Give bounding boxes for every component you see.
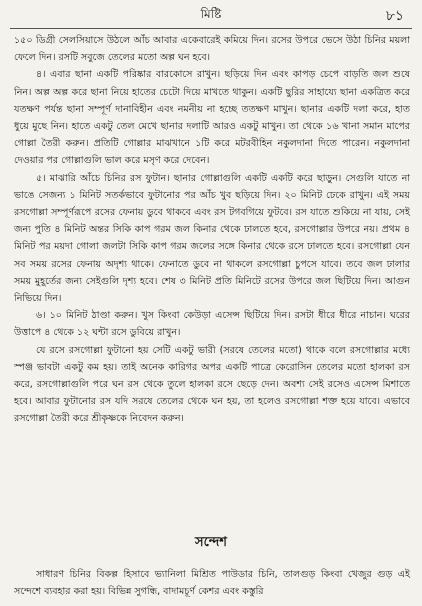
paragraph-syrup-finish: ১৫০ ডিগ্রী সেলসিয়াসে উঠলে আঁচ আবার একেবারেই কমিয়ে দিন। রসের উপরে ভেসে উঠা চিনির ময়লা ফেলে দিন। রসটি সবুজে তেলের মতো অল্প ঘন হবে। <box>14 35 410 64</box>
recipe-body <box>14 32 410 428</box>
page-number: ৮১ <box>385 8 404 24</box>
section-title: সন্দেশ <box>195 535 227 550</box>
paragraph-note: যে রসে রসগোল্লা ফুটানো হয় সেটি একটু ভারী (সরষে তেলের মতো) থাকে বলে রসগোল্লার মধ্যে স্পঞ্জ ভাবটা একটু কম হয়। তাই অনেক কারিগর অপর একটি পাত্রে কেরোসিন তেলের মতো হালকা রস করে, রসগোল্লাগুলি পরে ঘন রস থেকে তুলে হালকা রসে ছেড়ে দেন। অবশ্য সেই রসেও এসেন্স মিশাতে হবে। আবার ফুটানোর রস যদি সরষে তেলের থেকে ঘন হয়, তা হলেও রসগোল্লা শক্ত হয়ে যাবে। এভাবে রসগোল্লা তৈরী করে শ্রীকৃষ্ণকে নিবেদন করুন। <box>14 344 410 425</box>
paragraph-step-4: ৪। এবার ছানা একটি পরিষ্কার বারকোসে রাখুন। ছড়িয়ে দিন এবং কাপড় চেপে বাড়তি জল শুষে নিন। অল্প অল্প করে ছানা নিয়ে হাতের চেটো দিয়ে মাখতে থাকুন। একটি ছুরির সাহায্যে ছানা একত্রিত করে যতক্ষণ পর্যন্ত ছানা সম্পূর্ণ দানাবিহীন এবং নমনীয় না হচ্ছে ততক্ষণ মাখুন। ছানার একটি দলা করে, হাত ধুয়ে মুছে নিন। হাতে একটু তেল মেখে ছানার দলাটি আরও একটু মাখুন। তা থেকে ১৬ খানা সমান মাপের গোল্লা তৈরী করুন। প্রতিটি গোল্লার মাঝখানে ১টি করে মটরবীহিন নকুলদানা দিতে পারেন। নকুলদানা দেওয়ার পর গোল্লাগুলি ভাল করে মসৃণ করে দেবেন। <box>14 69 410 167</box>
running-title: মিষ্টি <box>200 7 222 21</box>
page-header <box>0 4 422 26</box>
section-intro: সাধারণ চিনির বিকল্প হিসাবে ভ্যানিলা মিশ্রিত পাউডার চিনি, তালগুড় কিংবা খেজুর গুড় এই সন্দেশে ব্যবহার করা হয়। বিভিন্ন সুগন্ধি, বাদামচূর্ণ কেশর এবং কস্তুরি <box>14 568 410 597</box>
paragraph-step-6: ৬। ১০ মিনিট ঠাণ্ডা করুন। খুস কিংবা কেউড়া এসেন্স ছিটিয়ে দিন। রসটা ধীরে ধীরে নাচান। ঘরের উত্তাপে ৪ থেকে ১২ ঘন্টা রসে ডুবিয়ে রাখুন। <box>14 310 410 339</box>
paragraph-step-5: ৫। মাঝারি আঁচে চিনির রস ফুটান। ছানার গোল্লাগুলি একটি একটি করে ছাড়ুন। সেগুলি যাতে না ভাঙে সেজন্য ১ মিনিট সতর্কভাবে ফুটানোর পর আঁচ খুব ছড়িয়ে দিন। ২০ মিনিট ঢেকে রাখুন। এই সময় রসগোল্লা সম্পূর্ণরূপে রসের ফেনায় ডুবে থাকবে এবং রস টগবগিয়ে ফুটবে। রস যাতে শুকিয়ে না যায়, সেই জন্য পুতি ৪ মিনিট অন্তর সিকি কাপ গরম জল কিনার থেকে ঢালতে হবে, রসগোল্লার উপরে নয়। প্রথম ৪ মিনিট পর ময়দা গোলা জলটা সিকি কাপ গরম জলের সঙ্গে কিনার থেকে রসে ঢালতে হবে। রসগোল্লা যেন সব সময় রসের ফেনায় অদৃশ্য থাকে। ফেনাতে ডুবে না থাকলে রসগোল্লা চুপসে যাবে। তবে জল ঢালার সময় মুহূর্তের জন্য সেইগুলি দৃশ্য হবে। শেষ ৩ মিনিট প্রতি মিনিটে রসের উপরে জল ছিটিয়ে দিন। আগুন নিভিয়ে দিন। <box>14 172 410 305</box>
header-divider <box>10 28 412 29</box>
